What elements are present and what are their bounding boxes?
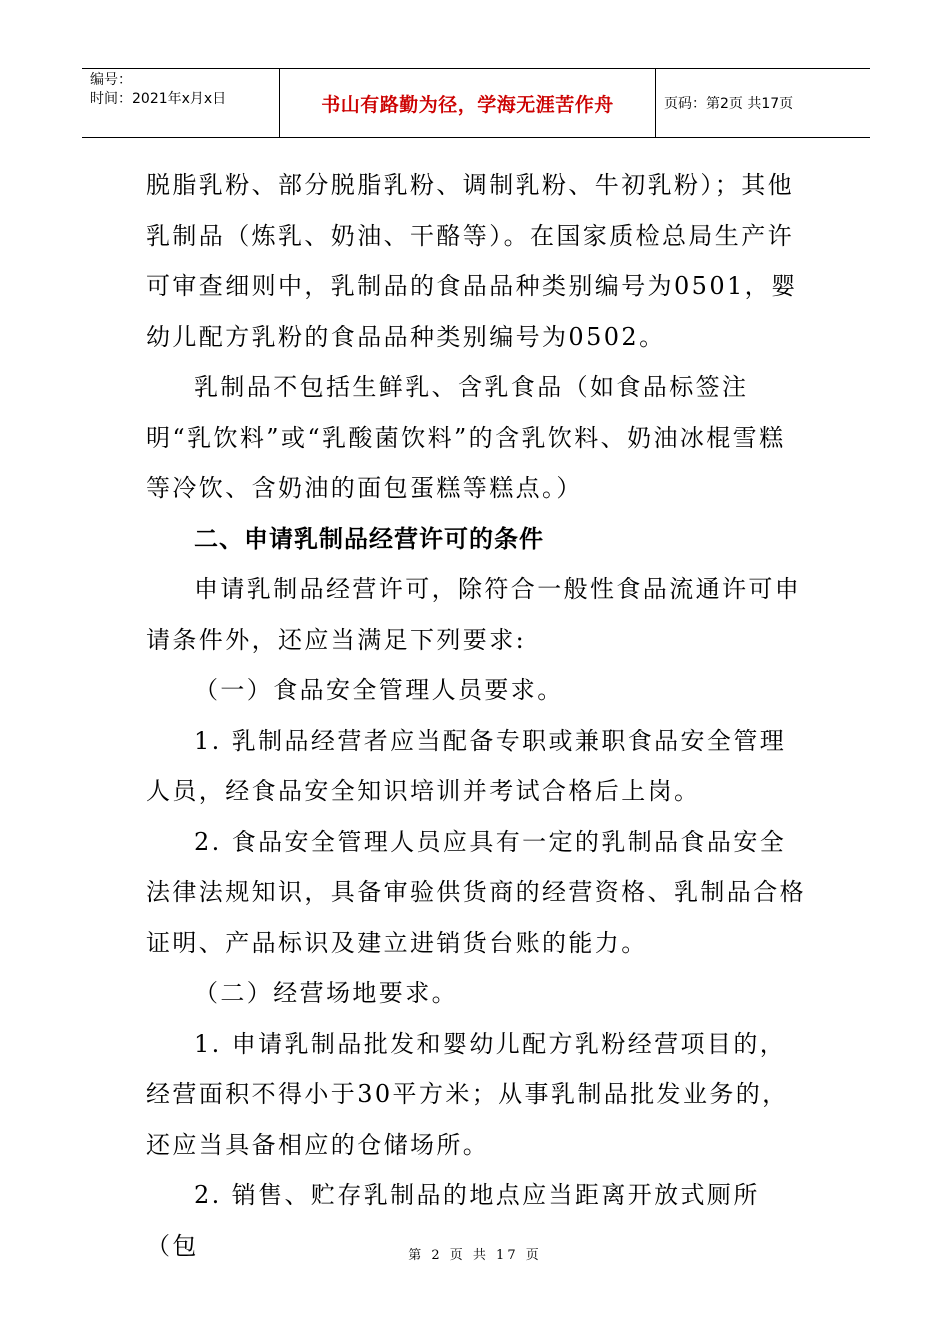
paragraph: 申请乳制品经营许可，除符合一般性食品流通许可申请条件外，还应当满足下列要求: — [146, 575, 802, 654]
document-number-label: 编号： — [90, 72, 132, 88]
document-time-label: 时间：2021年x月x日 — [90, 91, 227, 107]
header-page-info: 页码：第2页 共17页 — [664, 96, 794, 112]
section-heading: 二、申请乳制品经营许可的条件 — [194, 524, 544, 553]
header-meta — [82, 69, 280, 137]
list-item: 2. 销售、贮存乳制品的地点应当距离开放式厕所（包 — [146, 1181, 760, 1260]
paragraph: 乳制品不包括生鲜乳、含乳食品（如食品标签注明“乳饮料”或“乳酸菌饮料”的含乳饮料、奶油冰棍雪糕等冷饮、含奶油的面包蛋糕等糕点。） — [146, 373, 786, 502]
paragraph-continuation: 脱脂乳粉、部分脱脂乳粉、调制乳粉、牛初乳粉）；其他乳制品（炼乳、奶油、干酪等）。在国家质检总局生产许可审查细则中，乳制品的食品品种类别编号为0501，婴幼儿配方乳粉的食品品种类别编号为0502。 — [146, 171, 798, 351]
list-item: 2. 食品安全管理人员应具有一定的乳制品食品安全法律法规知识，具备审验供货商的经营资格、乳制品合格证明、产品标识及建立进销货台账的能力。 — [146, 827, 806, 957]
page-footer: 第 2 页 共 17 页 — [408, 1248, 542, 1263]
subsection-heading: （二）经营场地要求。 — [194, 979, 458, 1007]
list-item: 1. 申请乳制品批发和婴幼儿配方乳粉经营项目的，经营面积不得小于30平方米；从事乳制品批发业务的，还应当具备相应的仓储场所。 — [146, 1029, 789, 1159]
list-item: 1. 乳制品经营者应当配备专职或兼职食品安全管理人员，经食品安全知识培训并考试合格后上岗。 — [146, 726, 787, 805]
subsection-heading: （一）食品安全管理人员要求。 — [194, 676, 564, 704]
document-header — [82, 68, 870, 138]
header-motto: 书山有路勤为径，学海无涯苦作舟 — [280, 69, 656, 137]
document-body — [146, 160, 806, 1271]
